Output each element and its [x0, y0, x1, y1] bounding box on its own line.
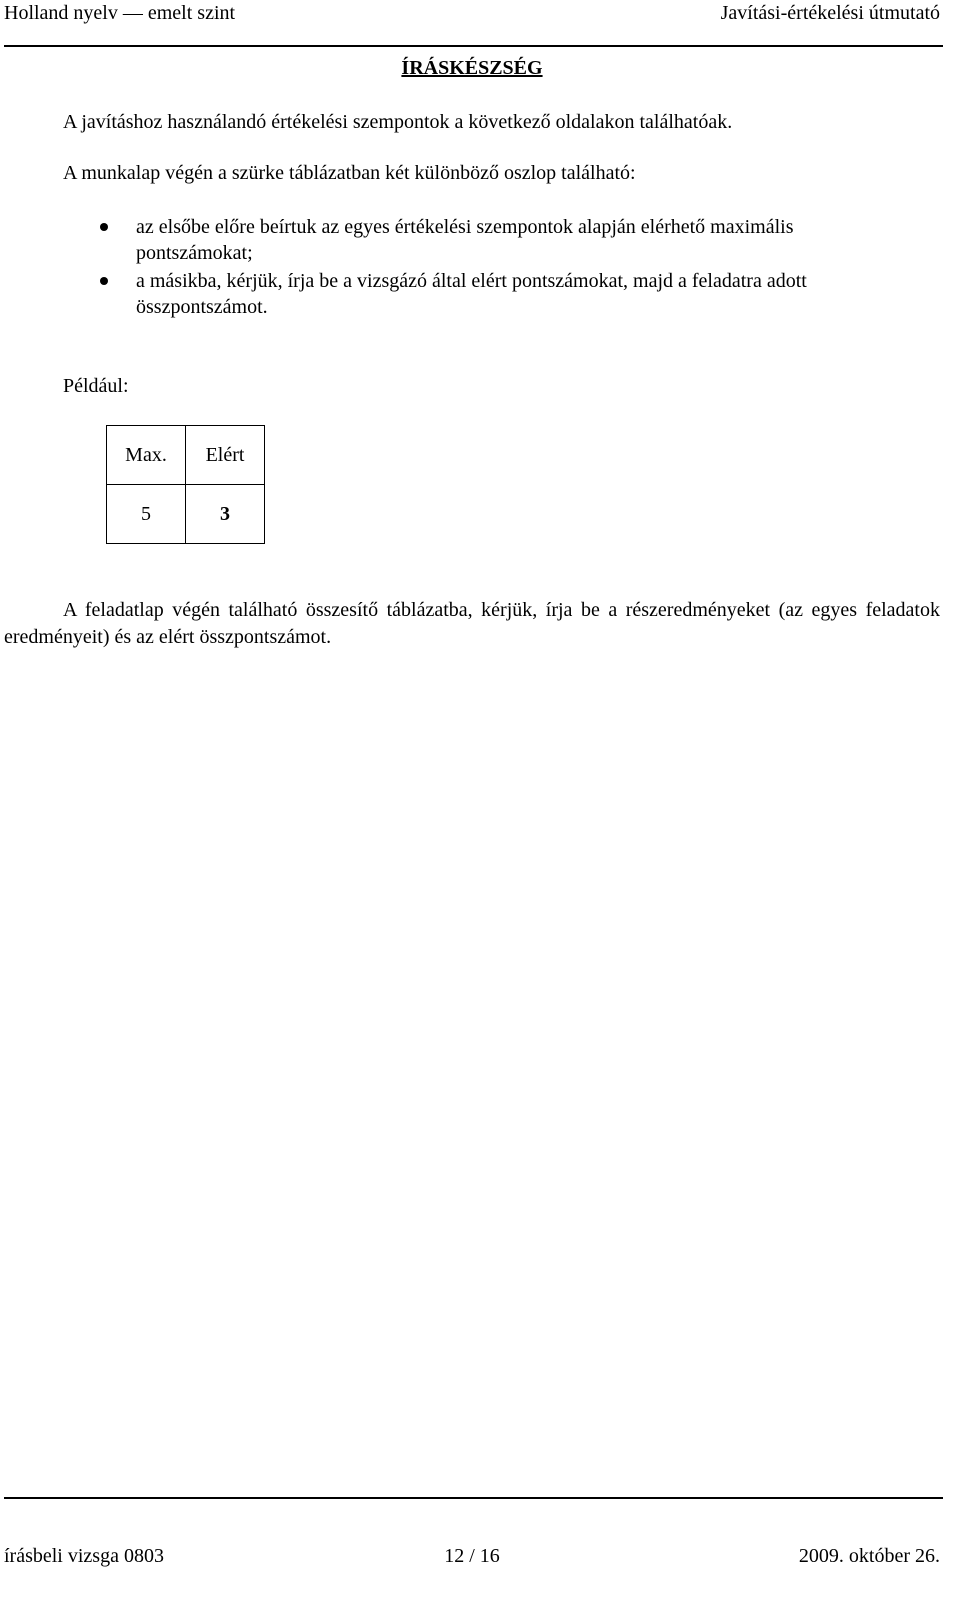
score-table-value-row: [107, 485, 265, 544]
intro-paragraph: A javításhoz használandó értékelési szempontok a következő oldalakon találhatóak.: [63, 111, 733, 133]
example-label: Például:: [63, 375, 129, 397]
header-subject: Holland nyelv — emelt szint: [4, 2, 236, 24]
example-score-table: [106, 425, 265, 544]
bullet-text: az elsőbe előre beírtuk az egyes értékelési szempontok alapján elérhető maximális pontszámokat;: [136, 216, 794, 264]
score-table-header-row: [107, 426, 265, 485]
score-value-max: 5: [107, 485, 186, 544]
bullet-list: [0, 214, 944, 322]
bullet-item-achieved-points: [0, 268, 944, 320]
footer-divider: [4, 1497, 943, 1499]
score-header-max: Max.: [107, 426, 186, 485]
bullet-item-max-points: [0, 214, 944, 266]
bullet-dot-icon: [100, 223, 108, 231]
footer-exam-code: írásbeli vizsga 0803: [4, 1545, 164, 1567]
footer-page-number: 12 / 16: [444, 1545, 500, 1567]
footer-date: 2009. október 26.: [798, 1545, 940, 1567]
section-title: ÍRÁSKÉSZSÉG: [401, 57, 543, 79]
bullet-dot-icon: [100, 277, 108, 285]
header-guide-title: Javítási-értékelési útmutató: [720, 2, 940, 24]
score-header-achieved: Elért: [186, 426, 265, 485]
score-value-achieved: 3: [186, 485, 265, 544]
closing-paragraph: A feladatlap végén található összesítő táblázatba, kérjük, írja be a részeredményeket (az egyes feladatok eredményeit) és az elért összpontszámot.: [4, 599, 940, 648]
columns-paragraph: A munkalap végén a szürke táblázatban két különböző oszlop található:: [63, 162, 636, 184]
header-divider: [4, 45, 943, 47]
bullet-text: a másikba, kérjük, írja be a vizsgázó által elért pontszámokat, majd a feladatra adott összpontszámot.: [136, 270, 807, 318]
